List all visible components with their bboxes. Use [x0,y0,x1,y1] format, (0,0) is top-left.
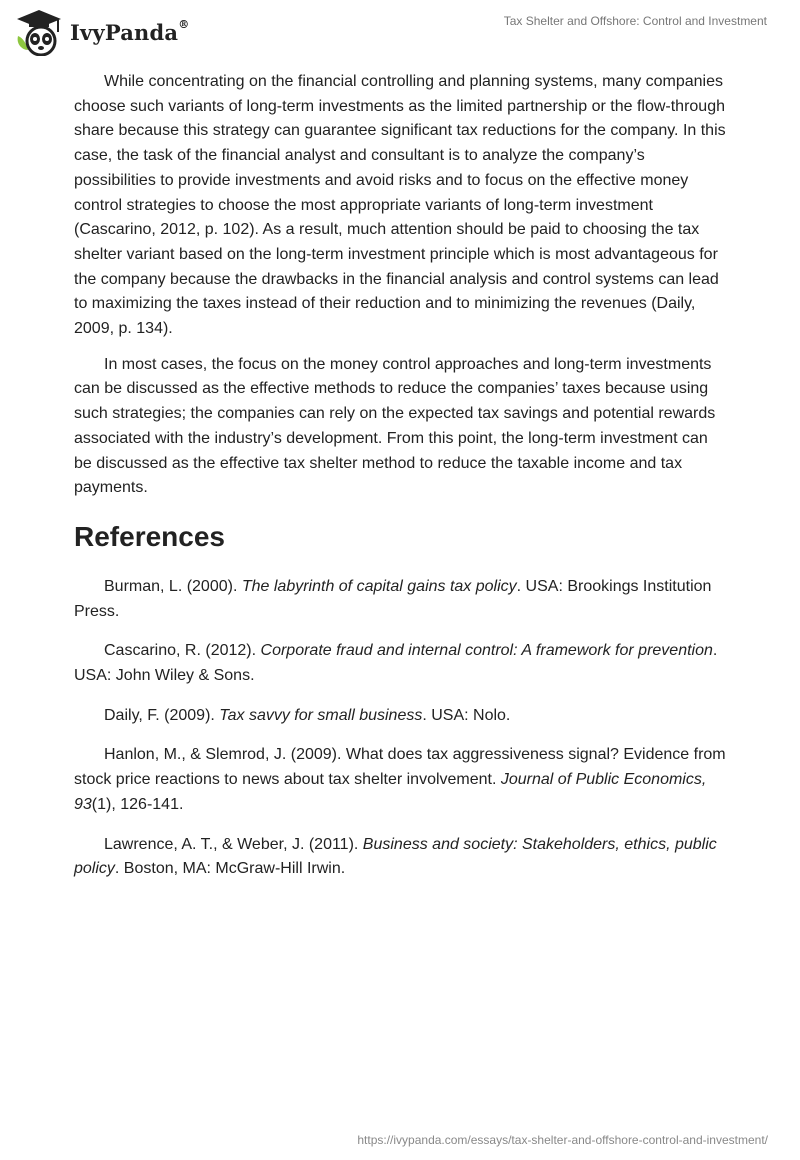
source-url-link[interactable]: https://ivypanda.com/essays/tax-shelter-and-offshore-control-and-investment/ [357,1133,768,1147]
reference-title: The labyrinth of capital gains tax policy [241,577,517,595]
reference-publisher: . Boston, MA: McGraw-Hill Irwin. [114,860,346,878]
reference-item-1 [74,575,726,624]
logo-wordmark [70,17,190,45]
reference-publisher: . USA: Brookings Institution Press. [74,577,712,620]
reference-title: Corporate fraud and internal control: A framework for prevention [260,642,713,660]
reference-item-3 [74,704,726,729]
reference-authors: Daily, F. (2009). [104,706,220,724]
references-heading: References [74,520,225,552]
reference-title: Journal of Public Economics, 93 [74,771,707,813]
reference-publisher: . USA: Nolo. [422,706,511,724]
reference-publisher: . USA: John Wiley & Sons. [74,642,718,685]
reference-item-2 [74,639,726,688]
panda-graduate-icon [14,8,64,56]
page-header [0,0,800,64]
ivypanda-logo[interactable] [14,8,189,56]
body-paragraph-2: In most cases, the focus on the money control approaches and long-term investments can be discussed as the effective methods to reduce the companies’ taxes because using such strategies; the companies can rely on the expected tax savings and potential rewards associated with the industry’s development. From this point, the long-term investment can be discussed as the effective tax shelter method to reduce the taxable income and tax payments. [74,355,716,497]
document-title: Tax Shelter and Offshore: Control and Investment [503,14,767,28]
reference-item-4 [74,743,726,817]
reference-title: Tax savvy for small business [219,706,423,724]
body-paragraph-1: While concentrating on the financial controlling and planning systems, many companies choose such variants of long-term investments as the limited partnership or the flow-through share because this strategy can guarantee significant tax reductions for the company. In this case, the task of the financial analyst and consultant is to analyze the company’s possibilities to provide investments and avoid risks and to focus on the effective money control strategies to choose the most appropriate variants of long-term investment (Cascarino, 2012, p. 102). As a result, much attention should be paid to choosing the tax shelter variant based on the long-term investment principle which is most advantageous for the company because the drawbacks in the financial analysis and control systems can lead to maximizing the taxes instead of their reduction and to minimizing the revenues (Daily, 2009, p. 134). [74,73,726,338]
reference-publisher: (1), 126-141. [91,795,184,813]
registered-mark: ® [178,17,190,31]
reference-authors: Cascarino, R. (2012). [104,642,261,660]
reference-authors: Hanlon, M., & Slemrod, J. (2009). What does tax aggressiveness signal? Evidence from stock price reactions to news about tax shelter involvement. [74,746,726,789]
reference-authors: Burman, L. (2000). [104,577,242,595]
logo-name: IvyPanda [70,19,179,45]
reference-title: Business and society: Stakeholders, ethics, public policy [74,835,717,878]
reference-authors: Lawrence, A. T., & Weber, J. (2011). [104,835,363,853]
essay-content [74,70,726,897]
reference-item-5 [74,833,726,882]
